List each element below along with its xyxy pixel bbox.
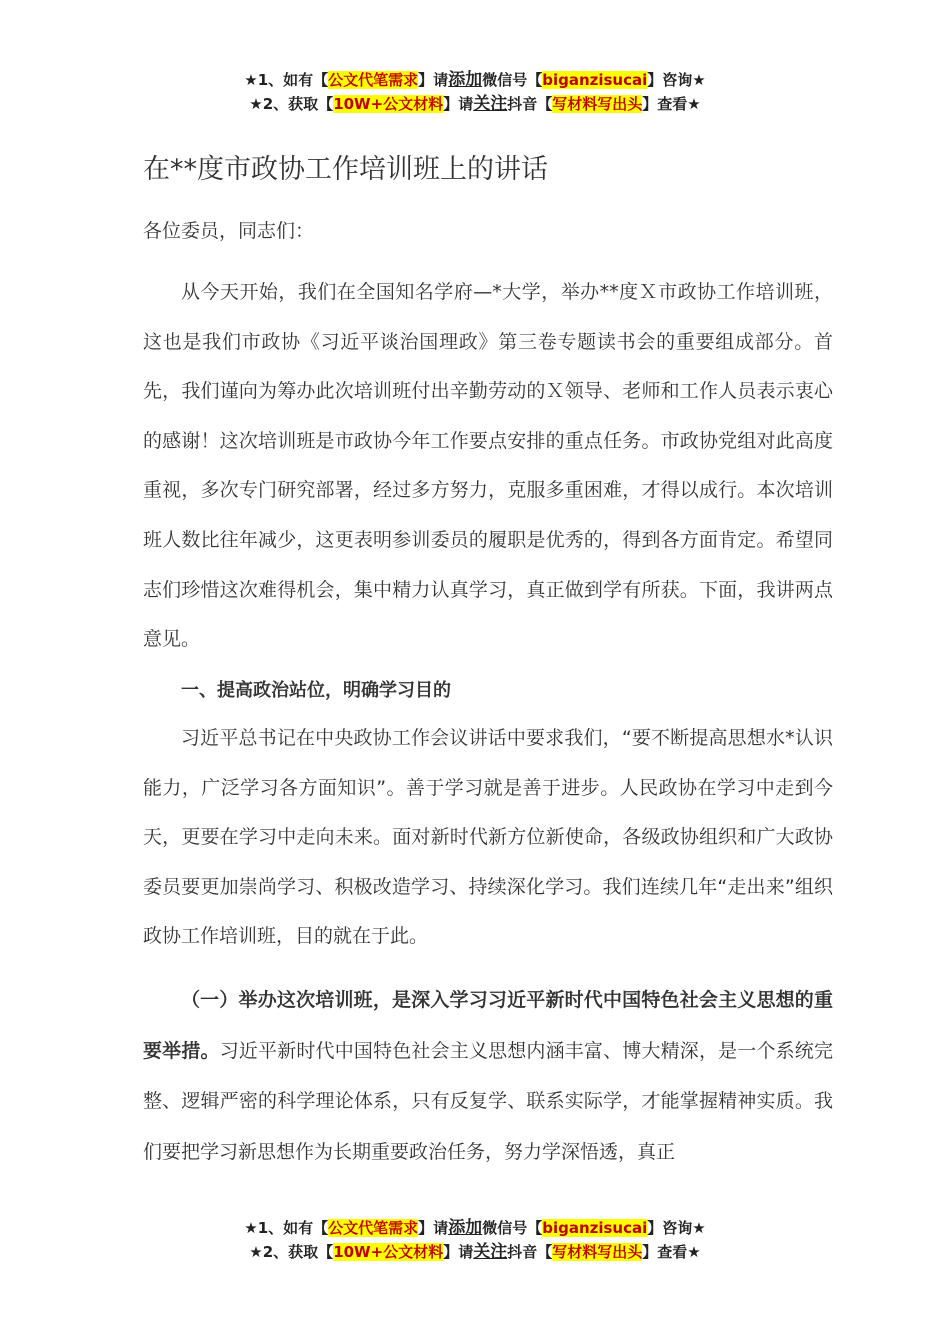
salutation: 各位委员，同志们：	[143, 220, 315, 242]
subsection-body-1: 习近平新时代中国特色社会主义思想内涵丰富、博大精深，是一个系统完整、逻辑严密的科学理论体系，只有反复学、联系实际学，才能掌握精神实质。我们要把学习新思想作为长期重要政治任务，努力学深悟透，真正	[143, 1039, 833, 1163]
highlight-service: 公文代笔需求	[328, 1219, 419, 1237]
promo-line-2: ★2、获取【10W+公文材料】请关注抖音【写材料写出头】查看★	[249, 94, 701, 114]
paragraph-intro: 从今天开始，我们在全国知名学府—*大学，举办**度Ｘ市政协工作培训班，这也是我们市政协《习近平谈治国理政》第三卷专题读书会的重要组成部分。首先，我们谨向为筹办此次培训班付出辛勤劳动的Ｘ领导、老师和工作人员表示衷心的感谢！这次培训班是市政协今年工作要点安排的重点任务。市政协党组对此高度重视，多次专门研究部署，经过多方努力，克服多重困难，才得以成行。本次培训班人数比往年减少，这更表明参训委员的履职是优秀的，得到各方面肯定。希望同志们珍惜这次难得机会，集中精力认真学习，真正做到学有所获。下面，我讲两点意见。	[143, 281, 833, 651]
promo-banner-bottom	[0, 1216, 950, 1264]
promo-line-1: ★1、如有【公文代笔需求】请添加微信号【biganzisucai】咨询★	[244, 70, 706, 90]
paragraph-subsection-1	[143, 975, 833, 1177]
promo-banner-top	[0, 68, 950, 116]
promo-line-2-bottom: ★2、获取【10W+公文材料】请关注抖音【写材料写出头】查看★	[249, 1242, 701, 1262]
highlight-douyin: 写材料写出头	[552, 95, 643, 113]
highlight-materials: 10W+公文材料	[333, 1243, 444, 1261]
highlight-douyin: 写材料写出头	[552, 1243, 643, 1261]
subsection-heading-1: （一）举办这次培训班，是深入学习习近平新时代中国特色社会主义思想的重要举措。	[143, 989, 833, 1062]
highlight-wechat-id: biganzisucai	[542, 71, 648, 89]
promo-line-1-bottom: ★1、如有【公文代笔需求】请添加微信号【biganzisucai】咨询★	[244, 1218, 706, 1238]
section-heading-1: 一、提高政治站位，明确学习目的	[181, 680, 451, 701]
highlight-wechat-id: biganzisucai	[542, 1219, 648, 1237]
highlight-materials: 10W+公文材料	[333, 95, 444, 113]
paragraph-section-1: 习近平总书记在中央政协工作会议讲话中要求我们，“要不断提高思想水*认识能力，广泛学习各方面知识”。善于学习就是善于进步。人民政协在学习中走到今天，更要在学习中走向未来。面对新时代新方位新使命，各级政协组织和广大政协委员要更加崇尚学习、积极改造学习、持续深化学习。我们连续几年“走出来”组织政协工作培训班，目的就在于此。	[143, 727, 833, 948]
highlight-service: 公文代笔需求	[328, 71, 419, 89]
document-title: 在**度市政协工作培训班上的讲话	[143, 154, 548, 185]
